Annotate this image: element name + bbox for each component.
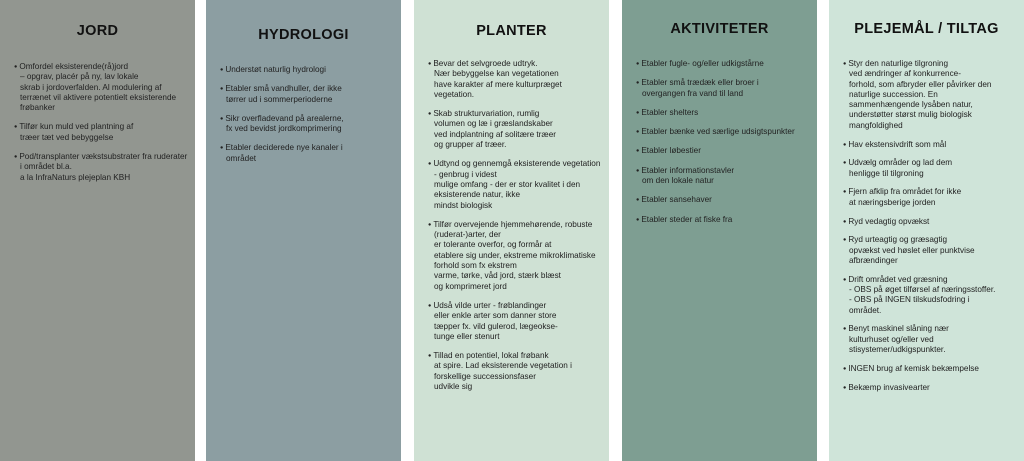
column-plejemaal-tiltag: [829, 0, 1024, 461]
list-item: ● Skab strukturvariation, rumlig volumen og læ i græslandskaber ved indplantning af solitære træer og grupper af træer.: [428, 109, 603, 150]
list-item: ● Etabler små vandhuller, der ikke tørrer ud i sommerperioderne: [220, 84, 395, 105]
list-item: ● Etabler små trædæk eller broer i overgangen fra vand til land: [636, 78, 811, 99]
list-item: ● Hav ekstensivdrift som mål: [843, 140, 1018, 150]
list-item: ● Etabler bænke ved særlige udsigtspunkter: [636, 127, 811, 137]
column-planter: [414, 0, 609, 461]
column-title: HYDROLOGI: [258, 27, 349, 43]
column-hydrologi: [206, 0, 401, 461]
item-list: [636, 59, 811, 234]
list-item: ● Styr den naturlige tilgroning ved ændringer af konkurrence- forhold, som afbryder eller påvirker den naturlige succession. En sammenhængende lysåben natur, understøtter størst mulig biologisk mangfoldighed: [843, 59, 1018, 131]
list-item: ● Etabler sansehaver: [636, 195, 811, 205]
list-item: ● Tillad en potentiel, lokal frøbank at spire. Lad eksisterende vegetation i forskellige successionsfaser udvikle sig: [428, 351, 603, 392]
list-item: ● Pod/transplanter vækstsubstrater fra ruderater i området bl.a. a la InfraNaturs plejeplan KBH: [14, 152, 189, 183]
list-item: ● Etabler deciderede nye kanaler i området: [220, 143, 395, 164]
list-item: ● Etabler shelters: [636, 108, 811, 118]
list-item: ● Benyt maskinel slåning nær kulturhuset og/eller ved stisystemer/udkigspunkter.: [843, 324, 1018, 355]
list-item: ● INGEN brug af kemisk bekæmpelse: [843, 364, 1018, 374]
item-list: [220, 65, 395, 173]
column-aktiviteter: [622, 0, 817, 461]
list-item: ● Etabler steder at fiske fra: [636, 215, 811, 225]
list-item: ● Etabler løbestier: [636, 146, 811, 156]
list-item: ● Omfordel eksisterende(rå)jord – opgrav, placér på ny, lav lokale skrab i jordoverfalden. Al modulering af terrænet vil aktivere potentielt eksisterende frøbanker: [14, 62, 189, 113]
list-item: ● Ryd urteagtig og græsagtig opvækst ved høslet eller punktvise afbrændinger: [843, 235, 1018, 266]
column-title: JORD: [76, 23, 119, 39]
list-item: ● Ryd vedagtig opvækst: [843, 217, 1018, 227]
list-item: ● Udvælg områder og lad dem henligge til tilgroning: [843, 158, 1018, 179]
list-item: ● Drift området ved græsning - OBS på øget tilførsel af næringsstoffer. - OBS på INGEN tilskudsfodring i området.: [843, 275, 1018, 316]
list-item: ● Udså vilde urter - frøblandinger eller enkle arter som danner store tæpper fx. vild gulerod, lægeokse- tunge eller stenurt: [428, 301, 603, 342]
item-list: [14, 62, 189, 192]
list-item: ● Sikr overfladevand på arealerne, fx ved bevidst jordkomprimering: [220, 114, 395, 135]
list-item: ● Tilfør overvejende hjemmehørende, robuste (ruderat-)arter, der er tolerante overfor, og formår at etablere sig under, ekstreme mikroklimatiske forhold som fx ekstrem varme, tørke, våd jord, stærk blæst og komprimeret jord: [428, 220, 603, 292]
list-item: ● Etabler informationstavler om den lokale natur: [636, 166, 811, 187]
list-item: ● Udtynd og gennemgå eksisterende vegetation - genbrug i videst mulige omfang - der er stor kvalitet i den eksisterende natur, ikke mindst biologisk: [428, 159, 603, 210]
list-item: ● Bevar det selvgroede udtryk. Nær bebyggelse kan vegetationen have karakter af mere kulturpræget vegetation.: [428, 59, 603, 100]
item-list: [428, 59, 603, 401]
list-item: ● Etabler fugle- og/eller udkigstårne: [636, 59, 811, 69]
list-item: ● Bekæmp invasivearter: [843, 383, 1018, 393]
list-item: ● Understøt naturlig hydrologi: [220, 65, 395, 75]
list-item: ● Fjern afklip fra området for ikke at næringsberige jorden: [843, 187, 1018, 208]
column-title: PLANTER: [476, 23, 547, 39]
column-title: PLEJEMÅL / TILTAG: [854, 21, 999, 37]
column-jord: [0, 0, 195, 461]
column-title: AKTIVITETER: [670, 21, 769, 37]
list-item: ● Tilfør kun muld ved plantning af træer tæt ved bebyggelse: [14, 122, 189, 143]
item-list: [843, 59, 1018, 401]
